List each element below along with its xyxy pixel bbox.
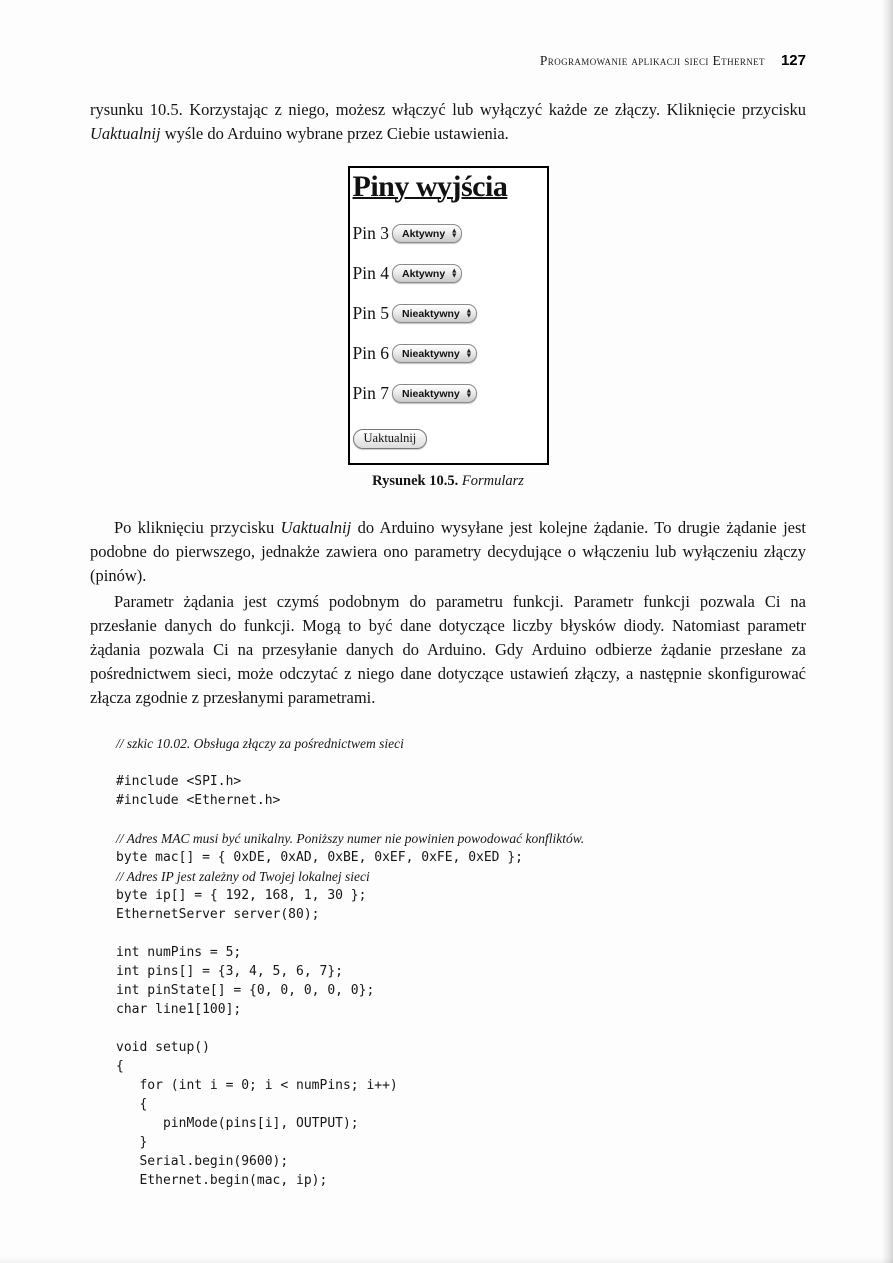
pin7-select-value: Nieaktywny (401, 387, 460, 400)
paragraph-parameters: Parametr żądania jest czymś podobnym do parametru funkcji. Parametr funkcji pozwala Ci na przesłanie danych do funkcji. Mogą to być dane dotyczące liczby błysków diody. Natomiast parametr żądania pozwala Ci na przesyłanie danych do Arduino. Gdy Arduino odbierze żądanie przesłane za pośrednictwem sieci, może odczytać z niego dane dotyczące ustawień złączy, a następnie skonfigurować złącza zgodnie z przesłanymi parametrami. (90, 592, 806, 707)
running-head (90, 52, 806, 70)
figure-caption (90, 473, 806, 490)
code-line: byte ip[] = { 192, 168, 1, 30 }; (116, 888, 367, 903)
code-line: EthernetServer server(80); (116, 907, 320, 922)
pin5-select[interactable] (392, 304, 477, 323)
code-line: for (int i = 0; i < numPins; i++) (116, 1078, 398, 1093)
pin4-select[interactable] (392, 264, 462, 283)
code-line: { (116, 1059, 124, 1074)
pin3-select-value: Aktywny (401, 227, 446, 240)
code-line: byte mac[] = { 0xDE, 0xAD, 0xBE, 0xEF, 0xFE, 0xED }; (116, 850, 523, 865)
pin5-select-value: Nieaktywny (401, 307, 460, 320)
page-scan-edge (882, 0, 893, 1263)
select-arrows-icon: ▲ ▼ (466, 387, 471, 399)
browser-form-screenshot (348, 166, 549, 465)
code-line: #include <SPI.h> (116, 774, 242, 789)
pin-row (353, 222, 545, 245)
pin-label: Pin 4 (352, 263, 389, 283)
code-line (116, 1019, 806, 1038)
code-listing (116, 734, 806, 1190)
figure-10-5 (90, 166, 806, 490)
code-line (116, 753, 806, 772)
code-line: pinMode(pins[i], OUTPUT); (116, 1116, 359, 1131)
code-line: Serial.begin(9600); (116, 1154, 289, 1169)
select-arrows-icon: ▲ ▼ (466, 347, 471, 359)
select-arrows-icon: ▲ ▼ (466, 307, 471, 319)
code-line (116, 810, 806, 829)
running-title: Programowanie aplikacji sieci Ethernet (539, 53, 765, 68)
paragraph-text: do Arduino wysyłane jest kolejne żądanie. To drugie żądanie jest podobne do pierwszego, jednakże zawiera ono parametry decydujące o włączeniu lub wyłączeniu złączy (pinów). (90, 518, 806, 585)
code-line: int pins[] = {3, 4, 5, 6, 7}; (116, 964, 343, 979)
code-line (116, 924, 806, 943)
pin-label: Pin 7 (352, 383, 389, 403)
pin6-select[interactable] (392, 344, 477, 363)
paragraph-request (90, 516, 806, 588)
code-line: { (116, 1097, 148, 1112)
paragraph-text: rysunku 10.5. Korzystając z niego, możesz włączyć lub wyłączyć każde ze złączy. Kliknięcie przycisku (90, 100, 806, 119)
paragraph-intro (90, 98, 806, 146)
paragraph-text: Po kliknięciu przycisku (114, 518, 281, 537)
emphasized-word: Uaktualnij (280, 518, 352, 537)
pin7-select[interactable] (392, 384, 477, 403)
form-title: Piny wyjścia (352, 170, 508, 203)
page-scan-edge-bottom (0, 1257, 893, 1263)
button-row (353, 429, 545, 449)
pin-label: Pin 3 (352, 223, 389, 243)
code-line: // Adres IP jest zależny od Twojej lokalnej sieci (116, 869, 370, 884)
paragraph-text: wyśle do Arduino wybrane przez Ciebie ustawienia. (160, 124, 509, 143)
pin-row (353, 342, 545, 365)
code-line: int numPins = 5; (116, 945, 242, 960)
code-line: #include <Ethernet.h> (116, 793, 281, 808)
code-line: // szkic 10.02. Obsługa złączy za pośrednictwem sieci (116, 736, 404, 751)
code-line: } (116, 1135, 148, 1150)
pin-row (353, 262, 545, 285)
emphasized-word: Uaktualnij (90, 124, 161, 143)
code-line: Ethernet.begin(mac, ip); (116, 1173, 328, 1188)
select-arrows-icon: ▲ ▼ (452, 267, 457, 279)
code-line: // Adres MAC musi być unikalny. Poniższy numer nie powinien powodować konfliktów. (116, 831, 585, 846)
code-line: char line1[100]; (116, 1002, 242, 1017)
select-arrows-icon: ▲ ▼ (452, 227, 457, 239)
pin-row (353, 302, 545, 325)
page-number: 127 (780, 52, 806, 69)
pin6-select-value: Nieaktywny (401, 347, 460, 360)
uaktualnij-button[interactable]: Uaktualnij (353, 429, 428, 449)
pin3-select[interactable] (392, 224, 462, 243)
pin-label: Pin 6 (352, 343, 389, 363)
pin4-select-value: Aktywny (401, 267, 446, 280)
code-line: int pinState[] = {0, 0, 0, 0, 0}; (116, 983, 375, 998)
pin-label: Pin 5 (352, 303, 389, 323)
figure-caption-text: Formularz (461, 473, 524, 489)
pin-row (353, 382, 545, 405)
code-line: void setup() (116, 1040, 210, 1055)
figure-caption-label: Rysunek 10.5. (372, 473, 459, 489)
